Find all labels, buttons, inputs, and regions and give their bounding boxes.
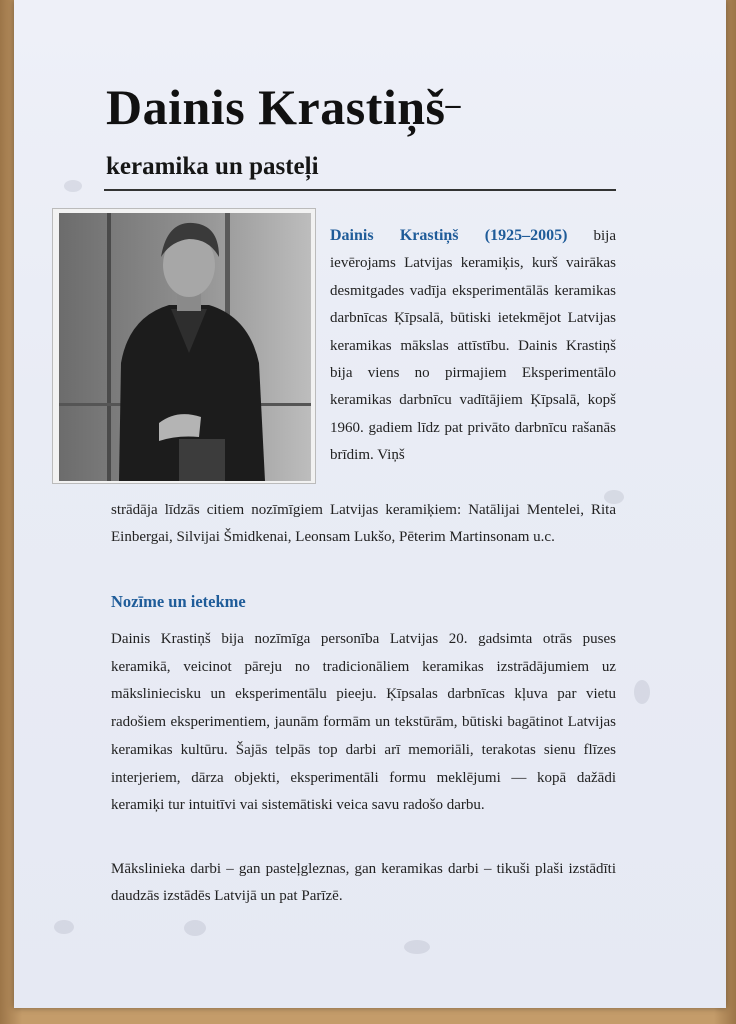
artist-name-dates: Dainis Krastiņš (1925–2005) — [330, 227, 568, 244]
significance-paragraph: Dainis Krastiņš bija nozīmīga personība Latvijas 20. gadsimta otrās puses keramikā, veicinot pāreju no tradicionāliem keramikas izstrādājumiem uz māksliniecisku un eksperimentālu pieeju. Ķīpsalas darbnīcas kļuva par vietu radošiem eksperimentiem, jaunām formām un tekstūrām, būtiski bagātinot Latvijas keramikas kultūru. Šajās telpās top darbi arī memoriāli, terakotas sienu flīzes interjeriem, dārza objekti, eksperimentāli formu meklējumi — kopā dažādi keramiķi tur intuitīvi vai sistemātiski veica savu radošo darbu. — [111, 631, 616, 814]
intro-text: bija ievērojams Latvijas keramiķis, kurš vairākas desmitgades vadīja eksperimentālās keramikas darbnīcas Ķīpsalā, būtiski ietekmējot Latvijas keramikas mākslas attīstību. Dainis Krastiņš bija viens no pirmajiem Eksperimentālo keramikas darbnīcu vadītājiem Ķīpsalā, kopš 1960. gadiem līdz pat privāto darbnīcu rašanās brīdim. Viņš — [330, 228, 616, 464]
intro-paragraph — [330, 222, 616, 470]
intro-paragraph-continuation: strādāja līdzās citiem nozīmīgiem Latvijas keramiķiem: Natālijai Mentelei, Rita Einbergai, Silvijai Šmidkenai, Leonsam Lukšo, Pēterim Martinsonam u.c. — [111, 502, 616, 546]
portrait-photo — [52, 208, 316, 484]
page-subtitle: keramika un pasteļi — [106, 153, 319, 180]
section-heading: Nozīme un ietekme — [111, 592, 246, 611]
title-divider — [104, 189, 616, 191]
portrait-photo-icon — [59, 213, 311, 481]
title-dash: – — [445, 88, 462, 121]
page-title: Dainis Krastiņš– — [106, 79, 462, 135]
exhibitions-paragraph: Mākslinieka darbi – gan pasteļgleznas, gan keramikas darbi – tikuši plaši izstādīti daudzās izstādēs Latvijā un pat Parīzē. — [111, 861, 616, 905]
